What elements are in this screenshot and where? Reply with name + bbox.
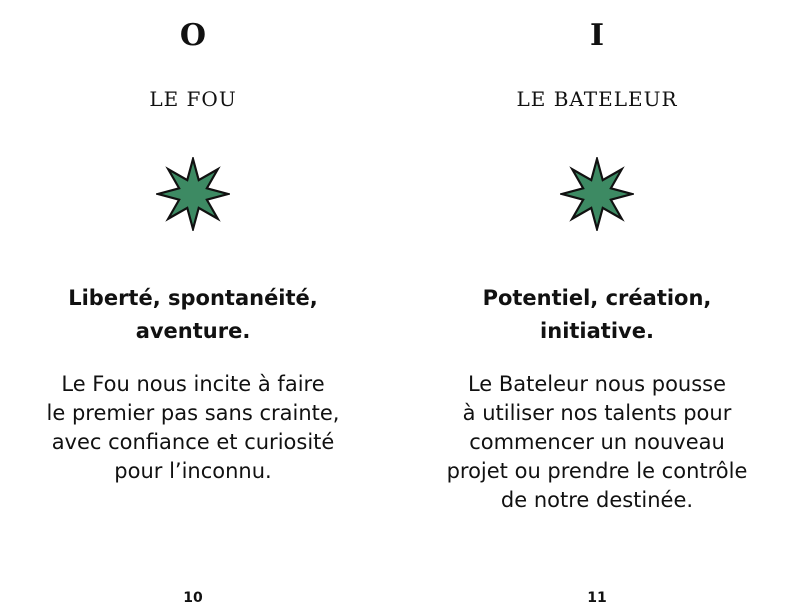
eight-point-star-icon <box>560 157 634 231</box>
right-page <box>404 0 790 612</box>
card-keywords <box>424 282 770 348</box>
card-numeral: O <box>179 18 207 53</box>
description-line: à utiliser nos talents pour <box>462 401 732 425</box>
description-line: projet ou prendre le contrôle <box>446 459 748 483</box>
keywords-line: aventure. <box>135 319 251 343</box>
card-description <box>20 370 366 486</box>
card-keywords <box>20 282 366 348</box>
keywords-line: Potentiel, création, <box>482 286 712 310</box>
card-numeral: I <box>589 18 605 53</box>
keywords-line: initiative. <box>540 319 654 343</box>
keywords-line: Liberté, spontanéité, <box>68 286 318 310</box>
card-title: LE FOU <box>149 87 237 111</box>
description-line: Le Fou nous incite à faire <box>61 372 325 396</box>
description-line: le premier pas sans crainte, <box>46 401 340 425</box>
eight-point-star-icon <box>156 157 230 231</box>
left-page <box>0 0 386 612</box>
card-description <box>424 370 770 515</box>
page-number: 10 <box>183 590 203 606</box>
description-line: Le Bateleur nous pousse <box>467 372 727 396</box>
description-line: commencer un nouveau <box>469 430 725 454</box>
page-number: 11 <box>587 590 607 606</box>
description-line: avec confiance et curiosité <box>51 430 335 454</box>
card-title: LE BATELEUR <box>516 87 678 111</box>
description-line: de notre destinée. <box>500 488 694 512</box>
description-line: pour l’inconnu. <box>114 459 272 483</box>
